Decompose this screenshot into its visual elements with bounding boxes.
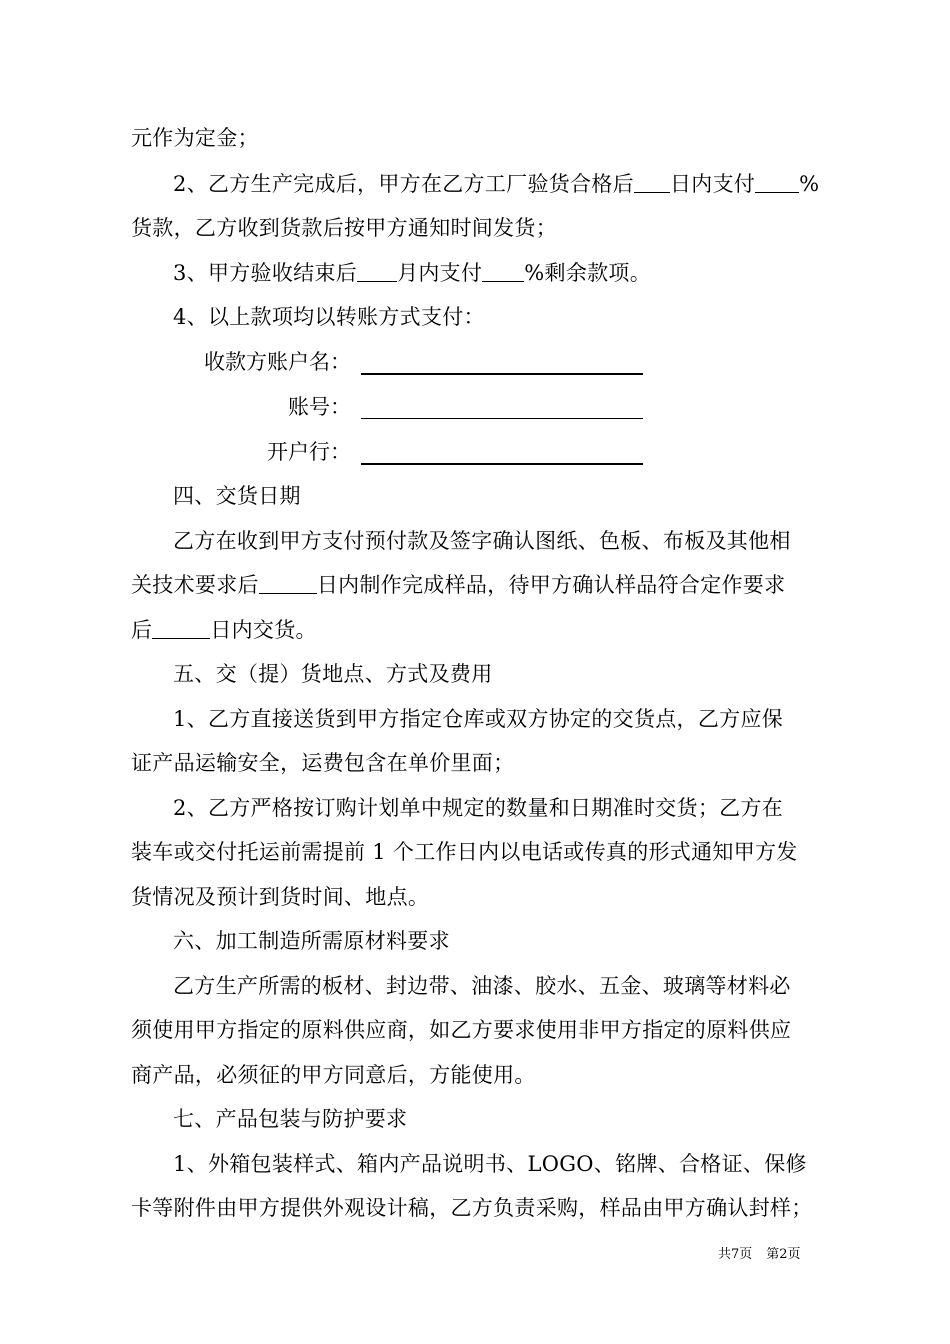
section-6-heading: 六、加工制造所需原材料要求 bbox=[173, 929, 450, 953]
clause-3 bbox=[173, 258, 651, 288]
text: 4、以上款项均以转账方式支付： bbox=[173, 305, 485, 329]
text: 货款，乙方收到货款后按甲方通知时间发货； bbox=[131, 216, 557, 240]
blank-remaining-percent-field[interactable] bbox=[482, 259, 524, 282]
text: 日内制作完成样品，待甲方确认样品符合定作要求 bbox=[316, 573, 786, 597]
bank-field[interactable] bbox=[361, 463, 643, 465]
section-6-line-1: 乙方生产所需的板材、封边带、油漆、胶水、五金、玻璃等材料必 bbox=[173, 974, 791, 998]
bank-label: 开户行： bbox=[267, 440, 351, 464]
section-4-line-2 bbox=[131, 570, 785, 600]
section-5-item-1-line-2: 证产品运输安全，运费包含在单价里面； bbox=[131, 751, 515, 775]
section-4-line-1: 乙方在收到甲方支付预付款及签字确认图纸、色板、布板及其他相 bbox=[173, 529, 791, 553]
blank-sample-days-field[interactable] bbox=[259, 571, 317, 594]
blank-months-field[interactable] bbox=[357, 259, 397, 282]
section-7-heading: 七、产品包装与防护要求 bbox=[173, 1107, 408, 1131]
section-6-line-2: 须使用甲方指定的原料供应商，如乙方要求使用非甲方指定的原料供应 bbox=[131, 1018, 792, 1042]
clause-2-line-2 bbox=[131, 213, 557, 243]
account-number-label: 账号： bbox=[288, 395, 351, 419]
text: 后 bbox=[131, 618, 153, 642]
section-4-line-3 bbox=[131, 615, 317, 645]
section-5-item-1-line-1: 1、乙方直接送货到甲方指定仓库或双方协定的交货点，乙方应保 bbox=[173, 707, 784, 731]
paragraph-deposit-end bbox=[131, 123, 259, 153]
text: % bbox=[799, 172, 820, 196]
blank-days-field[interactable] bbox=[634, 170, 670, 193]
text: 元作为定金； bbox=[131, 126, 259, 150]
text: 关技术要求后 bbox=[131, 573, 259, 597]
clause-2-line-1 bbox=[173, 169, 819, 199]
current-page: 第2页 bbox=[766, 1247, 801, 1262]
section-5-item-2-line-3: 货情况及预计到货时间、地点。 bbox=[131, 885, 430, 909]
total-pages: 共7页 bbox=[718, 1247, 753, 1262]
section-4-heading: 四、交货日期 bbox=[173, 484, 301, 508]
text: 日内交货。 bbox=[210, 618, 317, 642]
page-footer bbox=[718, 1246, 801, 1264]
section-5-item-2-line-2: 装车或交付托运前需提前 1 个工作日内以电话或传真的形式通知甲方发 bbox=[131, 840, 798, 864]
account-name-label: 收款方账户名： bbox=[204, 350, 351, 374]
text: 月内支付 bbox=[397, 261, 483, 285]
blank-delivery-days-field[interactable] bbox=[152, 616, 210, 639]
section-6-line-3: 商产品，必须征的甲方同意后，方能使用。 bbox=[131, 1063, 536, 1087]
section-7-item-1-line-2: 卡等附件由甲方提供外观设计稿，乙方负责采购，样品由甲方确认封样； bbox=[131, 1196, 813, 1220]
section-7-item-1-line-1: 1、外箱包装样式、箱内产品说明书、LOGO、铭牌、合格证、保修 bbox=[173, 1152, 807, 1176]
clause-4 bbox=[173, 302, 485, 332]
section-5-item-2-line-1: 2、乙方严格按订购计划单中规定的数量和日期准时交货；乙方在 bbox=[173, 796, 784, 820]
text: 2、乙方生产完成后，甲方在乙方工厂验货合格后 bbox=[173, 172, 634, 196]
text: %剩余款项。 bbox=[524, 261, 652, 285]
text: 日内支付 bbox=[669, 172, 756, 196]
section-5-heading: 五、交（提）货地点、方式及费用 bbox=[173, 662, 493, 686]
text: 3、甲方验收结束后 bbox=[173, 261, 358, 285]
account-name-field[interactable] bbox=[361, 373, 643, 375]
blank-percent-field[interactable] bbox=[755, 170, 799, 193]
account-number-field[interactable] bbox=[361, 418, 643, 419]
